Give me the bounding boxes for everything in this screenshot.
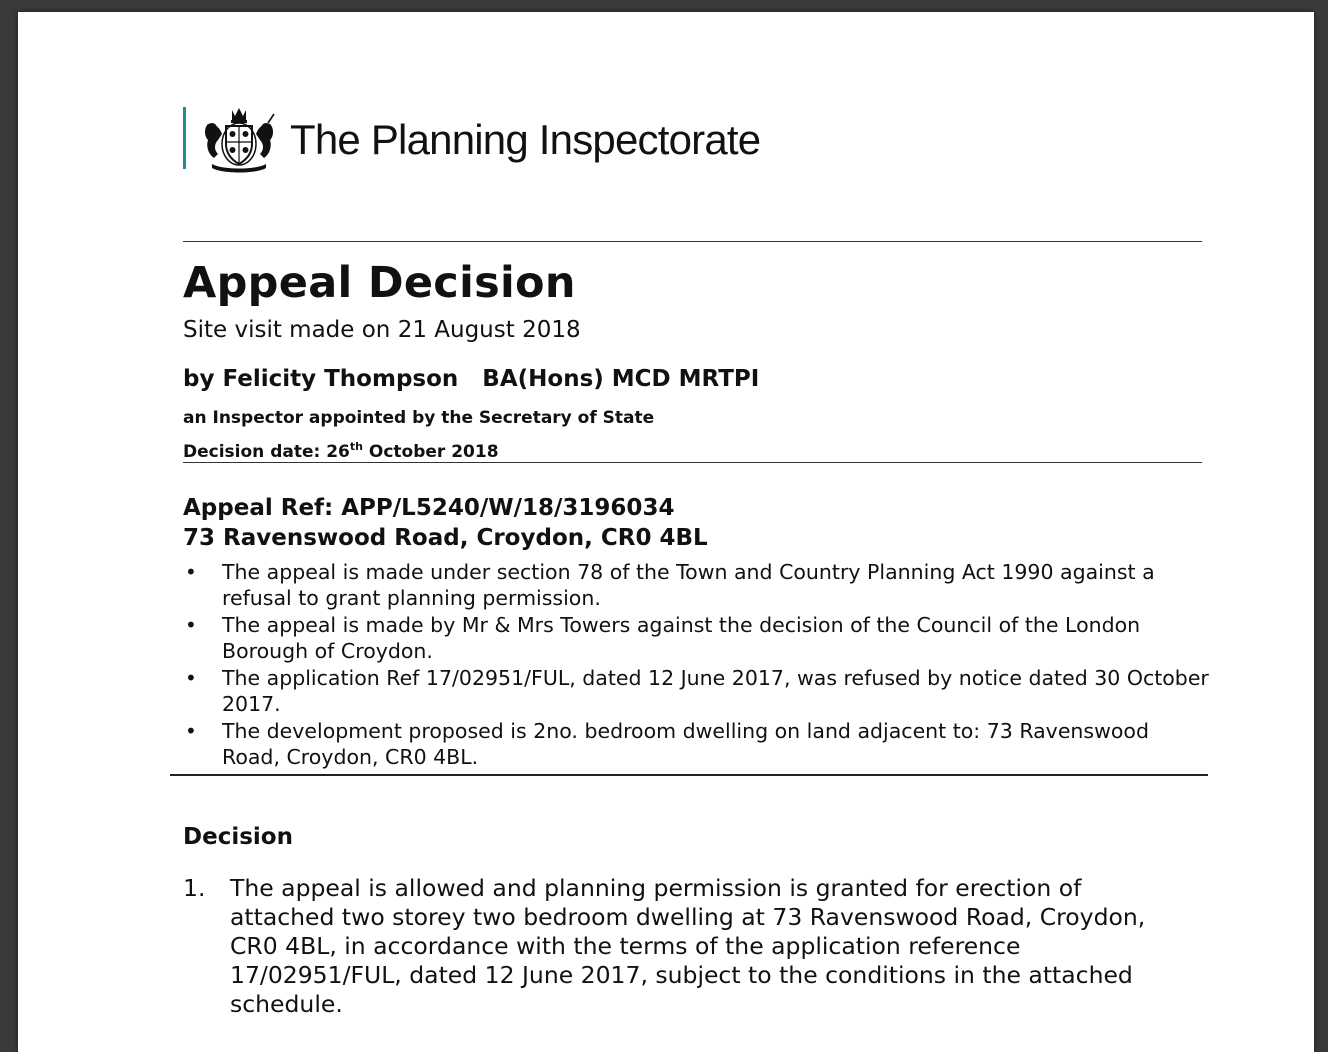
decision-date: Decision date: 26th October 2018 — [183, 440, 499, 462]
paragraph-number: 1. — [183, 874, 206, 902]
bullet-icon: • — [185, 560, 197, 584]
organisation-name: The Planning Inspectorate — [290, 116, 761, 163]
appointed-line: an Inspector appointed by the Secretary of State — [183, 408, 655, 428]
bullet-icon: • — [185, 719, 197, 743]
appeal-address: 73 Ravenswood Road, Croydon, CR0 4BL — [183, 525, 708, 551]
royal-coat-of-arms-icon — [200, 104, 278, 174]
paragraph-text: The appeal is allowed and planning permission is granted for erection of attached two storey two bedroom dwelling at 73 Ravenswood Road, Croydon, CR0 4BL, in accordance with the terms of the application reference 17/02951/FUL, dated 12 June 2017, subject to the conditions in the attached schedule. — [230, 874, 1146, 1018]
decision-paragraph — [183, 874, 1193, 1019]
inspector-line: by Felicity Thompson BA(Hons) MCD MRTPI — [183, 366, 760, 392]
header-divider — [183, 241, 1202, 242]
list-item: • The application Ref 17/02951/FUL, dated 12 June 2017, was refused by notice dated 30 October 2017. — [185, 666, 1209, 716]
bullet-icon: • — [185, 666, 197, 690]
bullet-icon: • — [185, 613, 197, 637]
appeal-details-list — [183, 559, 1213, 771]
details-divider — [170, 774, 1208, 776]
list-item: • The development proposed is 2no. bedroom dwelling on land adjacent to: 73 Ravenswood Road, Croydon, CR0 4BL. — [185, 719, 1149, 769]
list-item: • The appeal is made by Mr & Mrs Towers against the decision of the Council of the London Borough of Croydon. — [185, 613, 1141, 663]
site-visit-line: Site visit made on 21 August 2018 — [183, 317, 581, 343]
document-page — [18, 12, 1314, 1052]
list-item: • The appeal is made under section 78 of the Town and Country Planning Act 1990 against a refusal to grant planning permission. — [185, 560, 1155, 610]
logo-accent-bar — [183, 107, 186, 169]
decision-heading: Decision — [183, 824, 293, 850]
appeal-ref: Appeal Ref: APP/L5240/W/18/3196034 — [183, 495, 675, 521]
date-divider — [183, 462, 1202, 463]
appeal-reference-block — [183, 493, 708, 553]
page-title: Appeal Decision — [183, 258, 576, 308]
